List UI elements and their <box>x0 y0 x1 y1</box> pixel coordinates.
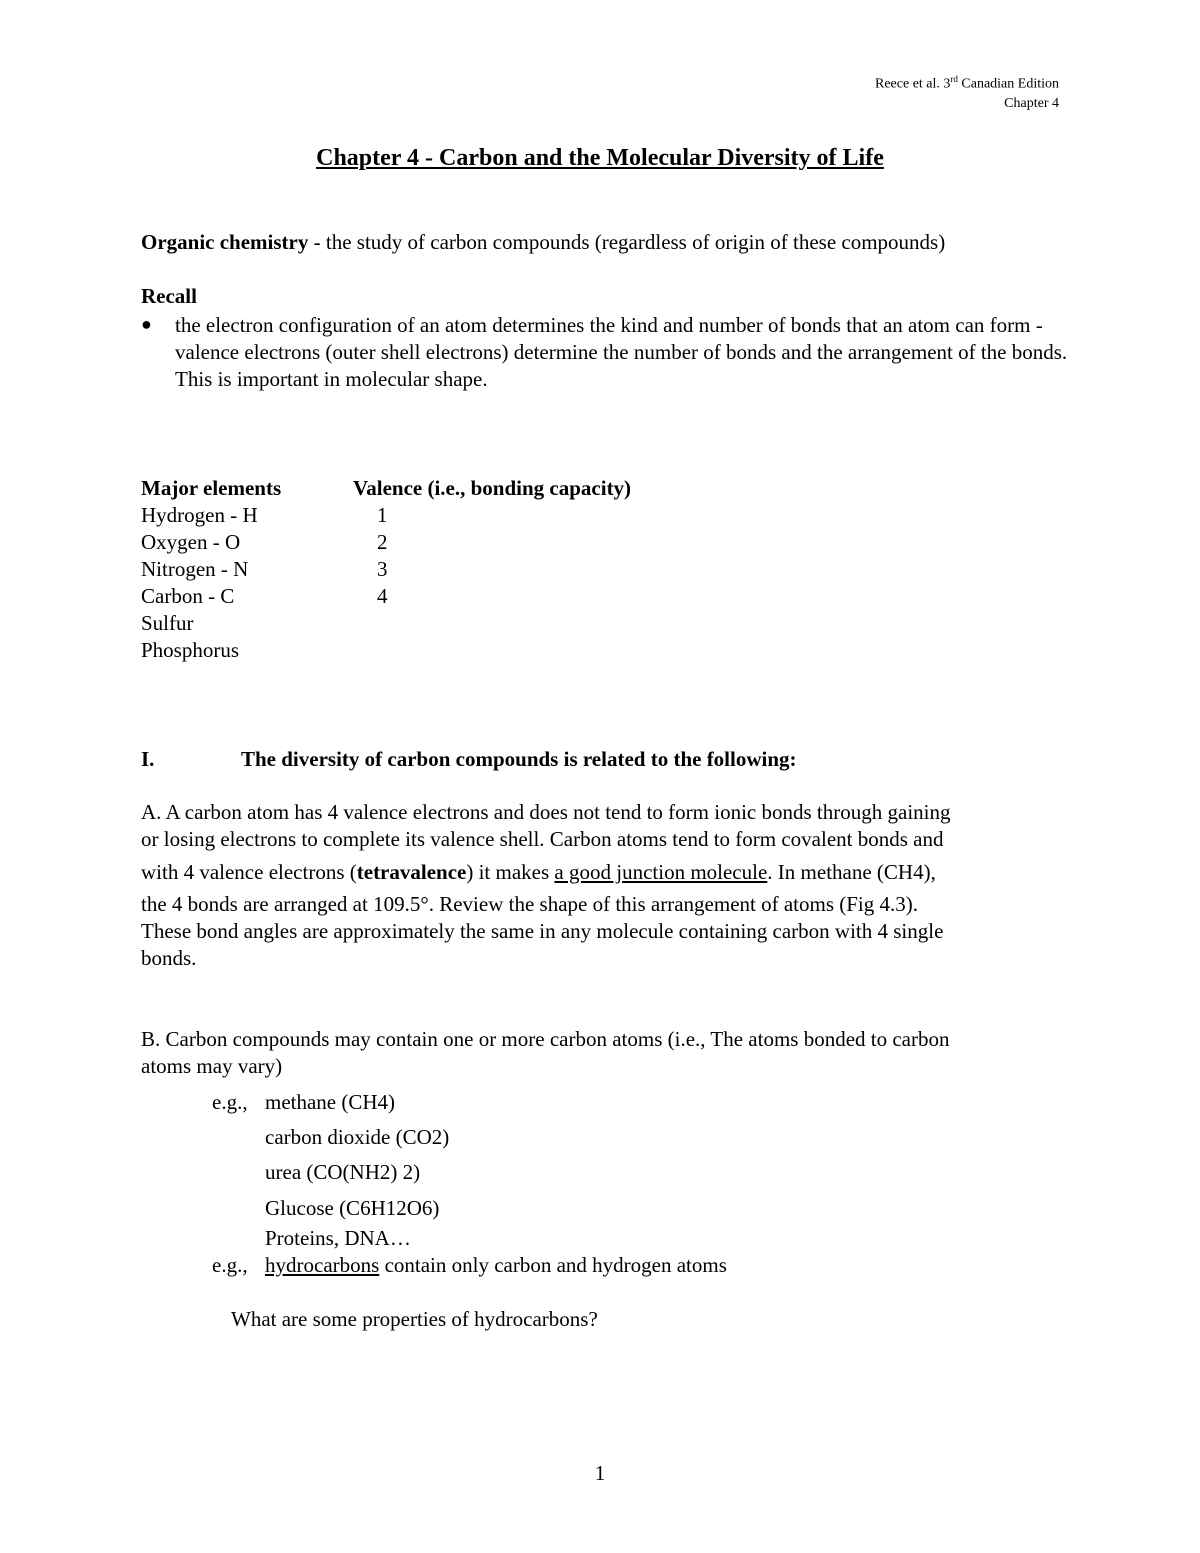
eg-label: e.g., <box>212 1090 248 1114</box>
example-item: Proteins, DNA… <box>265 1226 411 1250</box>
para-b-line: B. Carbon compounds may contain one or more carbon atoms (i.e., The atoms bonded to carbon <box>141 1027 950 1051</box>
page-number: 1 <box>594 1461 606 1485</box>
para-a-line: These bond angles are approximately the same in any molecule containing carbon with 4 single <box>141 919 944 943</box>
elements-column <box>141 475 281 664</box>
para-b-line: atoms may vary) <box>141 1054 283 1078</box>
element-name: Carbon - C <box>141 584 235 608</box>
page-header <box>875 70 1059 113</box>
para-a-line: with 4 valence electrons (tetravalence) it makes a good junction molecule. In methane (CH4), <box>141 860 936 884</box>
element-name: Oxygen - O <box>141 530 241 554</box>
section-numeral: I. <box>141 747 155 771</box>
para-a-line: bonds. <box>141 946 197 970</box>
organic-chemistry-definition: Organic chemistry - the study of carbon compounds (regardless of origin of these compounds) <box>141 230 946 254</box>
tetravalence-term: tetravalence <box>356 860 467 884</box>
valence-value: 3 <box>377 557 388 581</box>
element-name: Nitrogen - N <box>141 557 249 581</box>
example-item: Glucose (C6H12O6) <box>265 1196 440 1220</box>
bullet-icon: ● <box>141 314 152 334</box>
page-title: Chapter 4 - Carbon and the Molecular Diversity of Life <box>316 145 884 171</box>
hydrocarbons-line: hydrocarbons contain only carbon and hydrogen atoms <box>265 1253 727 1277</box>
hydrocarbons-term: hydrocarbons <box>265 1253 380 1277</box>
header-chapter: Chapter 4 <box>1004 95 1059 111</box>
para-a-line: A. A carbon atom has 4 valence electrons and does not tend to form ionic bonds through gaining <box>141 800 951 824</box>
element-name: Phosphorus <box>141 638 240 662</box>
valence-column <box>353 475 631 610</box>
junction-molecule-term: a good junction molecule <box>554 860 768 884</box>
recall-heading: Recall <box>141 284 197 308</box>
example-item: carbon dioxide (CO2) <box>265 1125 450 1149</box>
element-name: Sulfur <box>141 611 194 635</box>
valence-value: 1 <box>377 503 388 527</box>
hydrocarbons-question: What are some properties of hydrocarbons? <box>231 1307 598 1331</box>
header-citation: Reece et al. 3rd Canadian Edition <box>875 74 1059 92</box>
para-a-line: or losing electrons to complete its valence shell. Carbon atoms tend to form covalent bonds and <box>141 827 944 851</box>
recall-bullet-text: the electron configuration of an atom determines the kind and number of bonds that an atom can form - valence electrons (outer shell electrons) determine the number of bonds and the arrangement of the bonds. This is important in molecular shape. <box>175 313 1068 391</box>
example-item: urea (CO(NH2) 2) <box>265 1160 421 1184</box>
example-item: methane (CH4) <box>265 1090 396 1114</box>
eg-label: e.g., <box>212 1253 248 1277</box>
valence-value: 2 <box>377 530 388 554</box>
elements-col-header: Major elements <box>141 476 282 500</box>
valence-col-header: Valence (i.e., bonding capacity) <box>353 476 632 500</box>
para-a-line: the 4 bonds are arranged at 109.5°. Review the shape of this arrangement of atoms (Fig 4.3). <box>141 892 919 916</box>
element-name: Hydrogen - H <box>141 503 258 527</box>
section-heading: The diversity of carbon compounds is related to the following: <box>241 747 797 771</box>
valence-value: 4 <box>377 584 388 608</box>
